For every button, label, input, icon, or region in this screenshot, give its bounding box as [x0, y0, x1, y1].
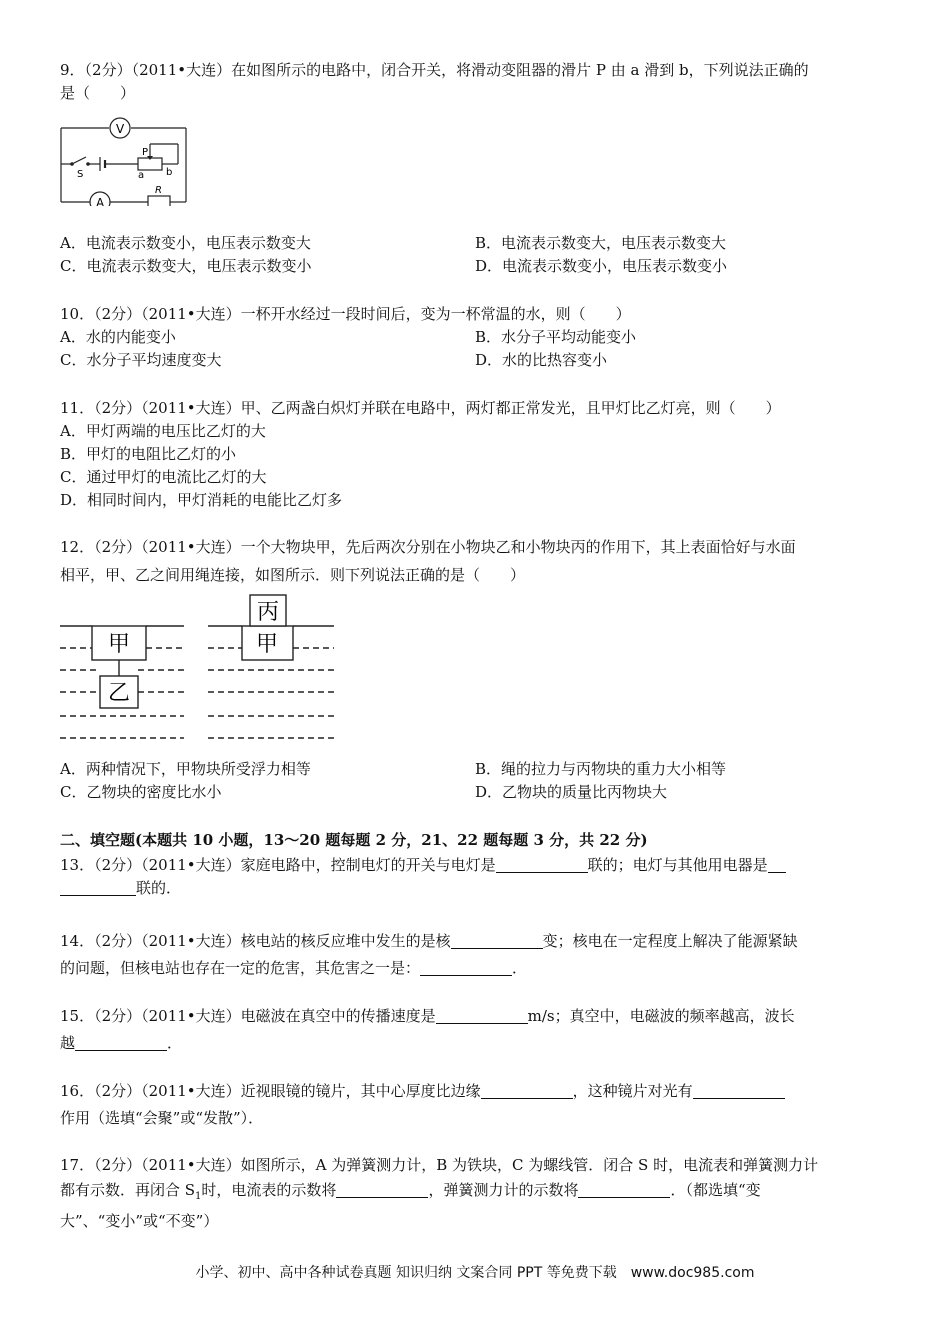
q12-options [60, 758, 890, 804]
q9-option-a[interactable]: A．电流表示数变小，电压表示数变大 [60, 234, 311, 252]
question-10 [60, 303, 890, 372]
q11-option-c[interactable]: C．通过甲灯的电流比乙灯的大 [60, 468, 267, 486]
q17-text-b: 都有示数．再闭合 S [60, 1181, 196, 1199]
q9-option-d[interactable]: D．电流表示数变小，电压表示数变小 [475, 257, 728, 275]
q9-option-c[interactable]: C．电流表示数变大，电压表示数变小 [60, 257, 312, 275]
question-9 [60, 59, 890, 105]
question-11 [60, 397, 890, 512]
q17-text-f: 大”、“变小”或“不变”） [60, 1212, 219, 1230]
q9-stem-line1: 9．（2分）（2011•大连）在如图所示的电路中，闭合开关，将滑动变阻器的滑片 P 由 a 滑到 b，下列说法正确的 [60, 61, 809, 79]
q16-text-a: 16．（2分）（2011•大连）近视眼镜的镜片，其中心厚度比边缘 [60, 1082, 481, 1100]
q10-option-b[interactable]: B．水分子平均动能变小 [475, 328, 637, 346]
q15-text-c: 越 [60, 1034, 76, 1052]
q14-text-b: 变；核电在一定程度上解决了能源紧缺 [542, 932, 798, 950]
block-yi-label: 乙 [107, 681, 131, 706]
resistor-label: R [155, 185, 162, 196]
q12-option-c[interactable]: C．乙物块的密度比水小 [60, 783, 222, 801]
q12-buoyancy-diagram [58, 592, 338, 750]
q11-option-b[interactable]: B．甲灯的电阻比乙灯的小 [60, 445, 237, 463]
q16-blank-1[interactable] [481, 1082, 573, 1099]
q12-option-b[interactable]: B．绳的拉力与丙物块的重力大小相等 [475, 760, 727, 778]
question-13 [60, 854, 890, 900]
q17-subscript: 1 [195, 1191, 202, 1202]
q11-option-a[interactable]: A．甲灯两端的电压比乙灯的大 [60, 422, 266, 440]
q10-option-a[interactable]: A．水的内能变小 [60, 328, 176, 346]
q14-text-d: ． [512, 959, 528, 977]
q13-blank-2-start[interactable] [768, 856, 786, 873]
q15-blank-2[interactable] [75, 1034, 167, 1051]
q15-text-a: 15．（2分）（2011•大连）电磁波在真空中的传播速度是 [60, 1007, 436, 1025]
block-jia-right-label: 甲 [255, 632, 279, 657]
q16-blank-2[interactable] [693, 1082, 785, 1099]
q13-blank-2-end[interactable] [60, 879, 136, 896]
q14-blank-2[interactable] [420, 959, 512, 976]
q9-options [60, 232, 890, 278]
q10-option-d[interactable]: D．水的比热容变小 [475, 351, 608, 369]
footer-watermark: 小学、初中、高中各种试卷真题 知识归纳 文案合同 PPT 等免费下载 www.doc985.com [195, 1265, 755, 1281]
block-jia-left-label: 甲 [107, 632, 131, 657]
q15-blank-1[interactable] [436, 1007, 528, 1024]
point-b-label: b [166, 167, 173, 178]
q17-blank-2[interactable] [578, 1181, 670, 1198]
question-17 [60, 1153, 890, 1234]
q16-text-b: ，这种镜片对光有 [572, 1082, 693, 1100]
point-a-label: a [138, 170, 145, 181]
q16-text-c: 作用（选填“会聚”或“发散”）． [60, 1109, 264, 1127]
voltmeter-label: V [116, 122, 125, 136]
q14-blank-1[interactable] [451, 932, 543, 949]
q12-stem-line1: 12．（2分）（2011•大连）一个大物块甲，先后两次分别在小物块乙和小物块丙的作用下，其上表面恰好与水面 [60, 538, 796, 556]
q12-option-d[interactable]: D．乙物块的质量比丙物块大 [475, 783, 668, 801]
q9-stem-line2: 是（ ） [60, 84, 136, 102]
q10-stem: 10．（2分）（2011•大连）一杯开水经过一段时间后，变为一杯常温的水，则（ ） [60, 305, 631, 323]
q17-blank-1[interactable] [336, 1181, 428, 1198]
block-bing-label: 丙 [256, 600, 280, 625]
q15-text-b: m/s；真空中，电磁波的频率越高，波长 [527, 1007, 795, 1025]
q17-text-d: ，弹簧测力计的示数将 [428, 1181, 579, 1199]
q14-text-a: 14．（2分）（2011•大连）核电站的核反应堆中发生的是核 [60, 932, 451, 950]
q11-option-d[interactable]: D．相同时间内，甲灯消耗的电能比乙灯多 [60, 491, 343, 509]
q9-option-b[interactable]: B．电流表示数变大，电压表示数变大 [475, 234, 727, 252]
q13-blank-1[interactable] [496, 856, 588, 873]
question-15 [60, 1003, 890, 1057]
ammeter-label: A [96, 196, 105, 206]
q13-text-c: 联的． [136, 879, 182, 897]
q14-text-c: 的问题，但核电站也存在一定的危害，其危害之一是： [60, 959, 421, 977]
q15-text-d: ． [167, 1034, 183, 1052]
q9-circuit-diagram [58, 114, 193, 206]
q12-option-a[interactable]: A．两种情况下，甲物块所受浮力相等 [60, 760, 311, 778]
q17-text-c: 时，电流表的示数将 [201, 1181, 337, 1199]
q13-text-b: 联的；电灯与其他用电器是 [587, 856, 768, 874]
question-12 [60, 533, 890, 589]
q11-stem: 11．（2分）（2011•大连）甲、乙两盏白炽灯并联在电路中，两灯都正常发光，且甲灯比乙灯亮，则（ ） [60, 399, 781, 417]
q10-option-c[interactable]: C．水分子平均速度变大 [60, 351, 222, 369]
q17-text-a: 17．（2分）（2011•大连）如图所示，A 为弹簧测力计，B 为铁块，C 为螺线管．闭合 S 时，电流表和弹簧测力计 [60, 1156, 819, 1174]
question-16 [60, 1078, 890, 1132]
q13-text-a: 13．（2分）（2011•大连）家庭电路中，控制电灯的开关与电灯是 [60, 856, 496, 874]
question-14 [60, 928, 890, 982]
q17-text-e: ．（都选填“变 [670, 1181, 761, 1199]
section-2-title: 二、填空题(本题共 10 小题，13～20 题每题 2 分，21、22 题每题 3 分，共 22 分) [60, 831, 648, 849]
switch-label: S [77, 169, 84, 180]
q12-stem-line2: 相平，甲、乙之间用绳连接，如图所示．则下列说法正确的是（ ） [60, 566, 526, 584]
slider-label: P [142, 147, 149, 158]
